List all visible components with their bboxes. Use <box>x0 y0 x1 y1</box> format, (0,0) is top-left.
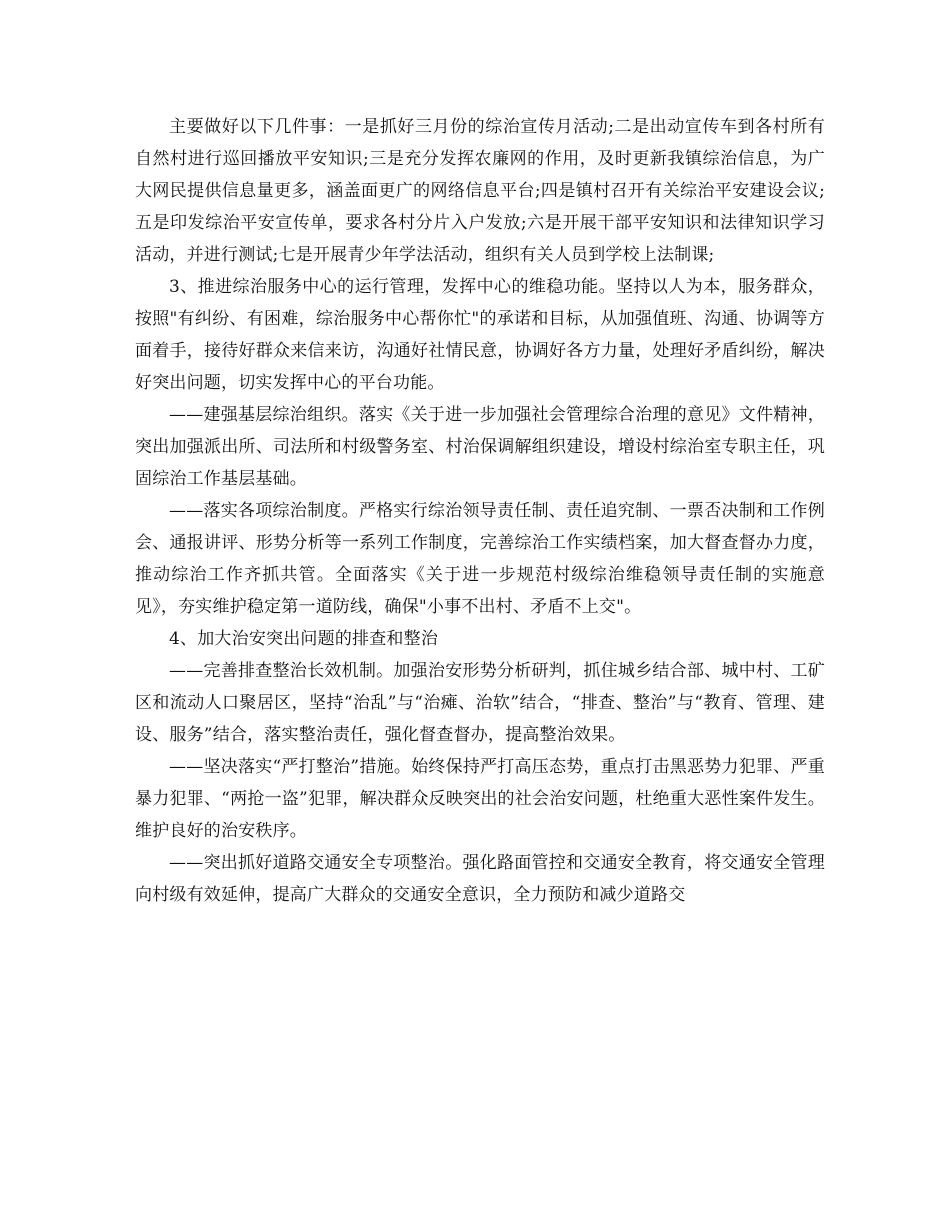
paragraph-strike-hard: ——坚决落实“严打整治”措施。始终保持严打高压态势，重点打击黑恶势力犯罪、严重暴力犯罪、“两抢一盗”犯罪，解决群众反映突出的社会治安问题，杜绝重大恶性案件发生。维护良好的治安秩序。 <box>135 757 825 841</box>
paragraph-tasks: 主要做好以下几件事：一是抓好三月份的综治宣传月活动;二是出动宣传车到各村所有自然村进行巡回播放平安知识;三是充分发挥农廉网的作用，及时更新我镇综治信息，为广大网民提供信息量更多，涵盖面更广的网络信息平台;四是镇村召开有关综治平安建设会议;五是印发综治平安宣传单，要求各村分片入户发放;六是开展干部平安知识和法律知识学习活动，并进行测试;七是开展青少年学法活动，组织有关人员到学校上法制课; <box>135 117 825 265</box>
paragraph-service-center: 3、推进综治服务中心的运行管理，发挥中心的维稳功能。坚持以人为本，服务群众，按照"有纠纷、有困难，综治服务中心帮你忙"的承诺和目标，从加强值班、沟通、协调等方面着手，接待好群众来信来访，沟通好社情民意，协调好各方力量，处理好矛盾纠纷，解决好突出问题，切实发挥中心的平台功能。 <box>135 277 825 393</box>
paragraph-systems: ——落实各项综治制度。严格实行综治领导责任制、责任追究制、一票否决制和工作例会、通报讲评、形势分析等一系列工作制度，完善综治工作实绩档案，加大督查督办力度，推动综治工作齐抓共管。全面落实《关于进一步规范村级综治维稳领导责任制的实施意见》，夯实维护稳定第一道防线，确保"小事不出村、矛盾不上交"。 <box>135 501 825 617</box>
document-body <box>135 111 825 911</box>
section-heading-4: 4、加大治安突出问题的排查和整治 <box>169 629 439 649</box>
paragraph-mechanism: ——完善排查整治长效机制。加强治安形势分析研判，抓住城乡结合部、城中村、工矿区和流动人口聚居区，坚持“治乱”与“治瘫、治软”结合，“排查、整治”与“教育、管理、建设、服务”结合，落实整治责任，强化督查督办，提高整治效果。 <box>135 661 825 745</box>
paragraph-grassroots-organization: ——建强基层综治组织。落实《关于进一步加强社会管理综合治理的意见》文件精神，突出加强派出所、司法所和村级警务室、村治保调解组织建设，增设村综治室专职主任，巩固综治工作基层基础。 <box>135 405 825 489</box>
paragraph-traffic-safety: ——突出抓好道路交通安全专项整治。强化路面管控和交通安全教育，将交通安全管理向村级有效延伸，提高广大群众的交通安全意识，全力预防和减少道路交 <box>135 853 825 905</box>
